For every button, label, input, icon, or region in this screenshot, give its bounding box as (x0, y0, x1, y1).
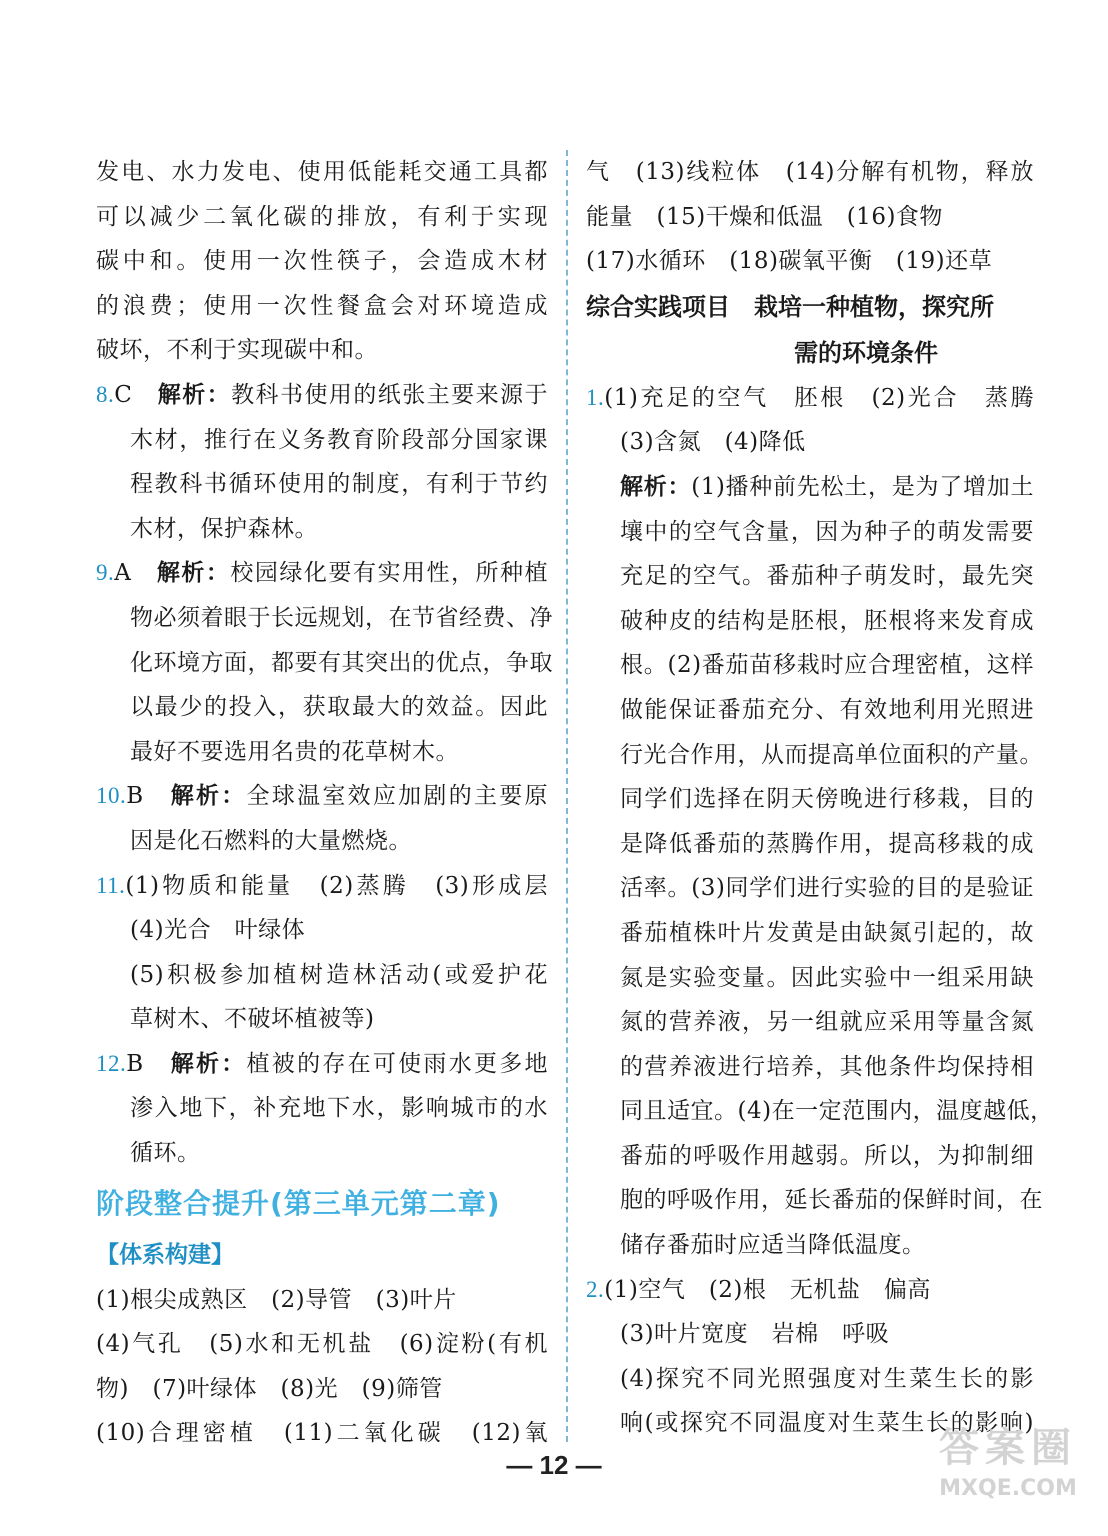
column-divider (566, 150, 568, 1442)
text-line (586, 1223, 1034, 1268)
analysis-label: 解析： (156, 560, 231, 587)
line-text: 草树木、不破坏植被等) (130, 1006, 375, 1033)
analysis-label: 解析： (620, 473, 692, 500)
question-number: 9. (96, 560, 115, 586)
line-text: 同且适宜。(4)在一定范围内，温度越低， (620, 1098, 1054, 1125)
text-line (96, 284, 548, 329)
text-line (96, 150, 548, 195)
text-line (586, 554, 1034, 599)
analysis-label: 解析： (170, 1050, 247, 1077)
answer-choice: B (126, 1050, 171, 1077)
line-text: 发电、水力发电、使用低能耗交通工具都 (96, 159, 548, 185)
system-construction-lines (96, 1278, 548, 1456)
line-text: 物) (7)叶绿体 (8)光 (9)筛管 (96, 1375, 443, 1402)
text-line (96, 1367, 548, 1412)
line-text: 全球温室效应加剧的主要原 (246, 783, 549, 810)
line-text: 做能保证番茄充分、有效地利用光照进 (620, 696, 1034, 723)
line-text: 根。(2)番茄苗移栽时应合理密植，这样 (620, 652, 1034, 679)
line-text: 可以减少二氧化碳的排放，有利于实现 (96, 203, 548, 230)
question-number: 11. (96, 872, 126, 898)
line-text: (1)根尖成熟区 (2)导管 (3)叶片 (96, 1286, 457, 1313)
line-text: 充足的空气。番茄种子萌发时，最先突 (620, 563, 1034, 590)
page-number: — 12 — (506, 1450, 602, 1480)
question-number: 8. (96, 381, 115, 407)
system-construction-continued (586, 150, 1034, 284)
text-line (96, 373, 548, 418)
right-column (586, 150, 1054, 1446)
text-line (586, 733, 1043, 778)
left-column (96, 150, 553, 1456)
answer-choice: C (114, 381, 158, 408)
answer-choice: B (126, 783, 171, 810)
text-line (586, 822, 1034, 867)
line-text: 最好不要选用名贵的花草树木。 (130, 738, 459, 765)
text-line (586, 956, 1034, 1001)
text-line (96, 864, 548, 909)
text-line (96, 774, 548, 819)
text-line (586, 150, 1034, 195)
line-text: 校园绿化要有实用性，所种植 (230, 560, 548, 587)
line-text: 氮是实验变量。因此实验中一组采用缺 (620, 964, 1034, 991)
text-line (96, 908, 548, 953)
text-line (96, 730, 548, 775)
text-line (586, 1268, 1034, 1313)
text-line (586, 465, 1034, 510)
text-line (586, 1134, 1034, 1179)
stage-section-title: 阶段整合提升(第三单元第二章) (96, 1186, 501, 1220)
project-title-line-1: 综合实践项目 栽培一种植物，探究所 (586, 292, 994, 321)
text-line (586, 911, 1034, 956)
text-line (586, 239, 1034, 284)
text-line (96, 1278, 548, 1323)
text-line (586, 1045, 1034, 1090)
question-number: 1. (586, 384, 605, 410)
line-text: (5)积极参加植树造林活动(或爱护花 (130, 961, 548, 988)
text-line (586, 643, 1034, 688)
text-line (586, 1178, 1043, 1223)
line-text: 行光合作用，从而提高单位面积的产量。 (620, 741, 1043, 768)
text-line (96, 997, 548, 1042)
text-line (96, 507, 548, 552)
line-text: 程教科书循环使用的制度，有利于节约 (130, 471, 548, 498)
line-text: 能量 (15)干燥和低温 (16)食物 (586, 203, 943, 230)
line-text: 气 (13)线粒体 (14)分解有机物，释放 (586, 159, 1034, 185)
text-line (96, 418, 548, 463)
project-title-line-2: 需的环境条件 (794, 338, 938, 367)
text-line (96, 462, 548, 507)
text-line (96, 1086, 548, 1131)
line-text: 碳中和。使用一次性筷子，会造成木材 (96, 248, 548, 275)
left-answer-lines (96, 150, 553, 1176)
line-text: (3)叶片宽度 岩棉 呼吸 (620, 1321, 890, 1348)
line-text: (10)合理密植 (11)二氧化碳 (12)氧 (96, 1420, 548, 1447)
line-text: 木材，保护森林。 (130, 515, 318, 542)
analysis-label: 解析： (157, 381, 232, 408)
line-text: 破种皮的结构是胚根，胚根将来发育成 (620, 607, 1034, 634)
text-line (586, 1000, 1034, 1045)
line-text: 活率。(3)同学们进行实验的目的是验证 (620, 875, 1034, 902)
text-line (96, 328, 548, 373)
line-text: 以最少的投入，获取最大的效益。因此 (130, 694, 548, 721)
text-line (96, 239, 548, 284)
text-line (96, 195, 548, 240)
line-text: (4)光合 叶绿体 (130, 917, 306, 944)
line-text: 壤中的空气含量，因为种子的萌发需要 (620, 518, 1034, 545)
text-line (586, 688, 1034, 733)
text-line (96, 819, 548, 864)
text-line (586, 510, 1034, 555)
line-text: 储存番茄时应适当降低温度。 (620, 1232, 926, 1259)
text-line (96, 596, 553, 641)
line-text: 破坏，不利于实现碳中和。 (96, 337, 378, 364)
line-text: 胞的呼吸作用，延长番茄的保鲜时间，在 (620, 1187, 1043, 1214)
line-text: 渗入地下，补充地下水，影响城市的水 (130, 1095, 548, 1122)
line-text: 化环境方面，都要有其突出的优点，争取 (130, 649, 553, 676)
line-text: 循环。 (130, 1140, 201, 1167)
question-number: 10. (96, 783, 127, 809)
text-line (586, 599, 1034, 644)
text-line (586, 1357, 1034, 1402)
line-text: 同学们选择在阴天傍晚进行移栽，目的 (620, 786, 1034, 813)
text-line (96, 685, 548, 730)
line-text: 植被的存在可使雨水更多地 (246, 1050, 549, 1077)
line-text: 的浪费；使用一次性餐盒会对环境造成 (96, 292, 548, 319)
line-text: (1)空气 (2)根 无机盐 偏高 (604, 1276, 931, 1303)
line-text: (1)播种前先松土，是为了增加土 (691, 473, 1034, 500)
line-text: (1)物质和能量 (2)蒸腾 (3)形成层 (125, 872, 548, 899)
line-text: 因是化石燃料的大量燃烧。 (130, 827, 412, 854)
text-line (586, 866, 1034, 911)
line-text: (3)含氮 (4)降低 (620, 429, 806, 456)
text-line (586, 1312, 1034, 1357)
watermark-logo: 答案圈 MXQE.COM (939, 1425, 1077, 1501)
right-answer-lines (586, 376, 1054, 1446)
line-text: (4)探究不同光照强度对生菜生长的影 (620, 1365, 1034, 1392)
line-text: (17)水循环 (18)碳氧平衡 (19)还草 (586, 248, 993, 275)
text-line (96, 551, 548, 596)
line-text: 物必须着眼于长远规划，在节省经费、净 (130, 604, 553, 631)
line-text: 氮的营养液，另一组就应采用等量含氮 (620, 1009, 1034, 1036)
line-text: 番茄的呼吸作用越弱。所以，为抑制细 (620, 1142, 1034, 1169)
system-construction-title: 【体系构建】 (96, 1241, 234, 1268)
analysis-label: 解析： (170, 783, 247, 810)
line-text: 番茄植株叶片发黄是由缺氮引起的，故 (620, 919, 1034, 946)
line-text: 木材，推行在义务教育阶段部分国家课 (130, 426, 548, 453)
text-line (586, 1089, 1054, 1134)
line-text: 的营养液进行培养，其他条件均保持相 (620, 1053, 1034, 1080)
text-line (586, 420, 1034, 465)
text-line (96, 1042, 548, 1087)
answer-choice: A (114, 560, 157, 587)
text-line (96, 641, 553, 686)
text-line (586, 376, 1034, 421)
text-line (96, 1322, 548, 1367)
line-text: 响(或探究不同温度对生菜生长的影响) (620, 1410, 1034, 1437)
line-text: 是降低番茄的蒸腾作用，提高移栽的成 (620, 830, 1034, 857)
text-line (586, 195, 1034, 240)
line-text: 教科书使用的纸张主要来源于 (231, 381, 549, 408)
line-text: (4)气孔 (5)水和无机盐 (6)淀粉(有机 (96, 1331, 548, 1358)
question-number: 2. (586, 1276, 605, 1302)
line-text: (1)充足的空气 胚根 (2)光合 蒸腾 (604, 384, 1034, 411)
text-line (96, 953, 548, 998)
question-number: 12. (96, 1050, 127, 1076)
text-line (586, 777, 1034, 822)
text-line (96, 1131, 548, 1176)
